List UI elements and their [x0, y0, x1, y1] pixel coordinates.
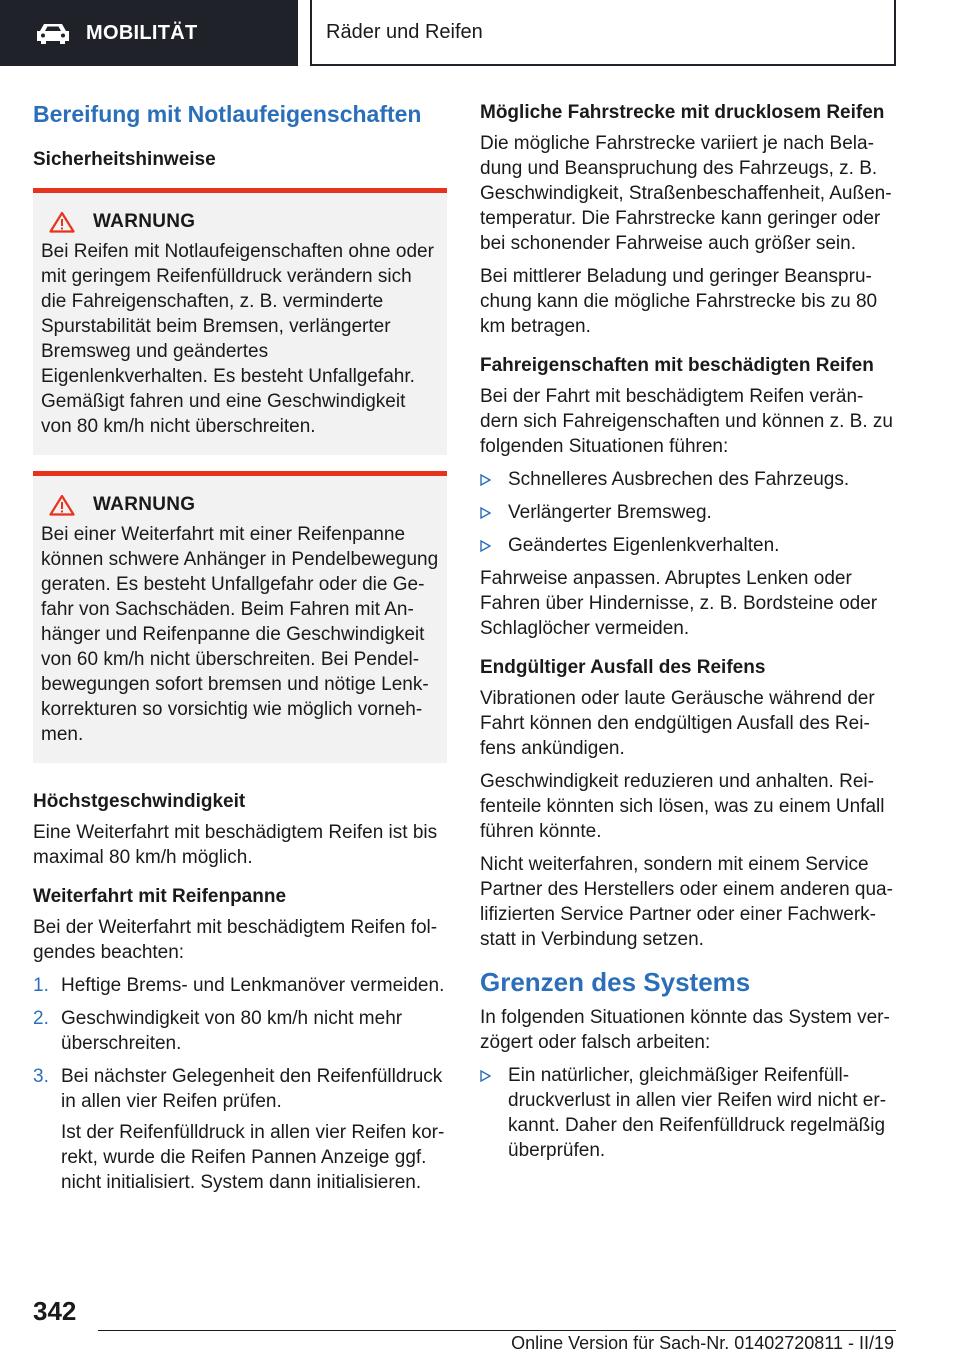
section-title: Bereifung mit Notlaufeigenschaften [33, 101, 422, 127]
steps-list [33, 973, 447, 1114]
continue-heading: Weiterfahrt mit Reifenpanne [33, 885, 287, 907]
step-text: Bei nächster Gelegenheit den Reifenfülldruck in allen vier Reifen prüfen. [61, 1065, 443, 1112]
triangle-bullet-icon [480, 540, 491, 552]
limits-text: In folgenden Situationen könnte das System verzögert oder falsch arbeiten: [480, 1006, 890, 1053]
step-number: 3. [33, 1065, 49, 1087]
failure-heading: Endgültiger Ausfall des Reifens [480, 657, 766, 678]
step-text: Geschwindigkeit von 80 km/h nicht mehr überschreiten. [61, 1007, 403, 1054]
list-item [480, 1063, 894, 1163]
footer-divider [98, 1330, 896, 1331]
max-speed-text: Eine Weiterfahrt mit beschädigtem Reifen ist bis maximal 80 km/h möglich. [33, 821, 438, 868]
chapter-title: Räder und Reifen [310, 0, 896, 66]
list-item [33, 973, 447, 998]
warning-text: Bei Reifen mit Notlaufeigenschaften ohne oder mit geringem Reifenfülldruck verändern sich die Fahreigenschaften, z. B. verminderte Spurstabilität beim Bremsen, verlängerter Bremsweg und geändertes Eigenlenkverhalten. Es besteht Unfallgefahr. Gemäßigt fahren und eine Geschwindigkeit von 80 km/h nicht überschreiten. [41, 240, 434, 437]
step-number: 1. [33, 974, 49, 996]
step3-note: Ist der Reifenfülldruck in allen vier Reifen korrekt, wurde die Reifen Pannen Anzeige ggf. nicht initialisiert. System dann initialisieren. [61, 1121, 445, 1193]
list-item [33, 1006, 447, 1056]
footer-version: Online Version für Sach-Nr. 01402720811 - II/19 [511, 1333, 894, 1353]
limits-title: Grenzen des Systems [480, 967, 751, 997]
warning-label: WARNUNG [93, 210, 196, 232]
step-number: 2. [33, 1007, 49, 1029]
list-item [33, 1064, 447, 1114]
page-header [0, 0, 960, 66]
continue-text: Bei der Weiterfahrt mit beschädigtem Reifen folgendes beachten: [33, 916, 438, 963]
list-item-text: Schnelleres Ausbrechen des Fahrzeugs. [508, 469, 850, 490]
safety-heading: Sicherheitshinweise [33, 148, 216, 170]
triangle-bullet-icon [480, 507, 491, 519]
list-item [480, 467, 894, 492]
distance-text: Die mögliche Fahrstrecke variiert je nach Beladung und Beanspruchung des Fahrzeugs, z. B. Geschwindigkeit, Straßenbeschaffenheit, Außentemperatur. Die Fahrstrecke kann geringer oder bei schonender Fahrweise auch größer sein. [480, 133, 892, 254]
list-item-text: Geändertes Eigenlenkverhalten. [508, 535, 780, 556]
left-column [33, 100, 447, 1195]
list-item [480, 533, 894, 558]
section-tab[interactable] [0, 0, 298, 66]
distance-text: Bei mittlerer Beladung und geringer Beanspruchung kann die mögliche Fahrstrecke bis zu 80 km betragen. [480, 266, 878, 337]
triangle-bullet-icon [480, 474, 491, 486]
page-number: 342 [33, 1296, 77, 1326]
failure-text: Nicht weiterfahren, sondern mit einem Service Partner des Herstellers oder einem anderen qualifizierten Service Partner oder einer Fachwerkstatt in Verbindung setzen. [480, 854, 893, 950]
section-label: MOBILITÄT [86, 21, 198, 44]
list-item-text: Verlängerter Bremsweg. [508, 502, 712, 523]
warning-triangle-icon [49, 211, 75, 233]
handling-list [480, 467, 894, 558]
list-item [480, 500, 894, 525]
handling-heading: Fahreigenschaften mit beschädigten Reifen [480, 355, 874, 376]
warning-box-2 [33, 471, 447, 763]
car-icon [34, 21, 72, 45]
failure-text: Vibrationen oder laute Geräusche während der Fahrt können den endgültigen Ausfall des Reifens ankündigen. [480, 688, 875, 759]
right-column [480, 100, 894, 1163]
warning-triangle-icon [49, 494, 75, 516]
list-item-text: Ein natürlicher, gleichmäßiger Reifenfülldruckverlust in allen vier Reifen wird nicht erkannt. Daher den Reifenfülldruck regelmäßig überprüfen. [508, 1064, 887, 1161]
limits-list [480, 1063, 894, 1163]
handling-text: Bei der Fahrt mit beschädigtem Reifen verändern sich Fahreigenschaften und können z. B. zu folgenden Situationen führen: [480, 386, 893, 457]
failure-text: Geschwindigkeit reduzieren und anhalten. Reifenteile könnten sich lösen, was zu einem Unfall führen könnte. [480, 771, 885, 842]
distance-heading: Mögliche Fahrstrecke mit drucklosem Reifen [480, 102, 885, 123]
triangle-bullet-icon [480, 1070, 491, 1082]
max-speed-heading: Höchstgeschwindigkeit [33, 790, 246, 812]
handling-after-text: Fahrweise anpassen. Abruptes Lenken oder Fahren über Hindernisse, z. B. Bordsteine oder Schlaglöcher vermeiden. [480, 568, 878, 639]
warning-label: WARNUNG [93, 493, 196, 515]
warning-box-1 [33, 188, 447, 455]
step-text: Heftige Brems- und Lenkmanöver vermeiden. [61, 974, 445, 996]
warning-text: Bei einer Weiterfahrt mit einer Reifenpanne können schwere Anhänger in Pendelbewegung geraten. Es besteht Unfallgefahr oder die Gefahr von Sachschäden. Beim Fahren mit Anhänger und Reifenpanne die Geschwindigkeit von 60 km/h nicht überschreiten. Bei Pendelbewegungen sofort bremsen und nötige Lenkkorrekturen so vorsichtig wie möglich vornehmen. [41, 523, 439, 745]
